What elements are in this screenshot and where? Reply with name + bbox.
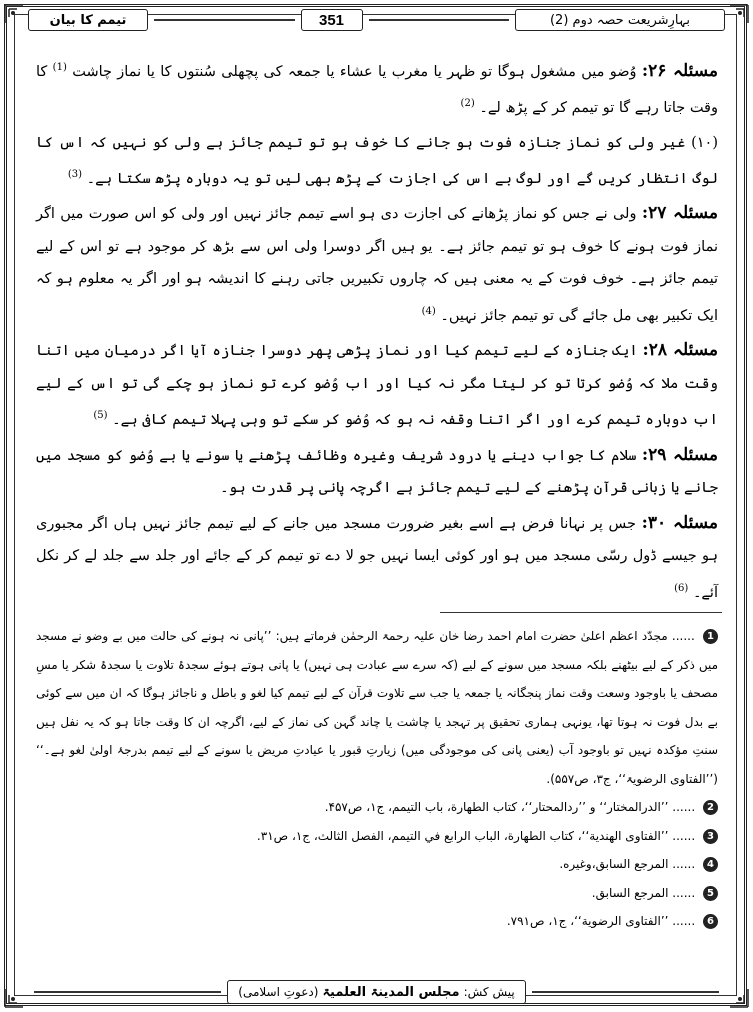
corner-ornament-icon bbox=[3, 987, 25, 1009]
masala-text: ولی نے جس کو نماز پڑھانے کی اجازت دی ہو اسے تیمم جائز نہیں اور ولی کو اس صورت میں اگر نماز فوت ہونے کا خوف ہو تو تیمم جائز ہے۔ یو ہیں اگر دوسرا ولی اس سے بڑھ کر موجود ہے تو اس کے لیے تیمم جائز ہے۔ خوف فوت کے یہ معنی ہیں کہ چاروں تکبیریں جاتی رہنے کا اندیشہ ہو اور اگر یہ معلوم ہو کہ ایک تکبیر بھی مل جائے گی تو تیمم جائز نہیں۔ bbox=[36, 206, 718, 324]
footnote-number: 4 bbox=[703, 857, 718, 872]
masala-text: کا وقت جاتا رہے گا تو تیمم کر کے پڑھ لے۔ bbox=[36, 63, 718, 117]
book-title: بہارِشریعت حصہ دوم (2) bbox=[515, 9, 725, 31]
masala-text: وُضو میں مشغول ہوگا تو ظہر یا مغرب یا عشاء یا جمعہ کی پچھلی سُنتوں کا یا نماز چاشت bbox=[72, 63, 637, 80]
footnote-text: ...... ’’الدرالمختار‘‘ و ’’ردالمحتار‘‘، کتاب الطهارة، باب التيمم، ج۱، ص۴۵۷. bbox=[324, 800, 696, 814]
main-text bbox=[36, 52, 718, 611]
masala-26 bbox=[36, 52, 718, 125]
footnote-item bbox=[36, 822, 718, 851]
footnote-text: ...... ’’الفتاوى الهندية‘‘، كتاب الطهارة، الباب الرابع في التيمم، الفصل الثالث، ج۱، ص۳۱. bbox=[256, 828, 696, 843]
masala-27 bbox=[36, 197, 718, 332]
paragraph-10 bbox=[36, 127, 718, 196]
page-number: 351 bbox=[301, 9, 363, 31]
footnote-item bbox=[36, 793, 718, 822]
footnote-text: ...... ’’الفتاوى الرضوية‘‘، ج۱، ص۷۹۱. bbox=[506, 914, 696, 928]
footnote-ref[interactable]: (3) bbox=[67, 169, 83, 181]
paragraph-label: (۱۰) bbox=[691, 134, 719, 151]
footnote-ref[interactable]: (5) bbox=[93, 410, 108, 422]
footnote-text: ...... المرجع السابق. bbox=[591, 885, 696, 900]
masala-30 bbox=[36, 507, 718, 609]
publisher-name: مجلس المدینۃ العلمیۃ bbox=[322, 984, 460, 1000]
footnote-ref[interactable]: (1) bbox=[52, 62, 67, 73]
masala-text: جس پر نہانا فرض ہے اسے بغیر ضرورت مسجد میں جانے کے لیے تیمم جائز نہیں ہاں اگر مجبوری ہو جیسے ڈول رسّی مسجد میں ہو اور کوئی ایسا نہیں جو لا دے تو تیمم کر کے جائے اور جلد سے جلد لے کر نکل آئے۔ bbox=[36, 515, 718, 601]
masala-label: مسئلہ ۲۷: bbox=[641, 203, 719, 224]
footnote-text: ...... المرجع السابق،وغيره. bbox=[559, 857, 696, 871]
footnote-number: 3 bbox=[703, 829, 718, 844]
chapter-title: تیمم کا بیان bbox=[28, 9, 148, 31]
masala-28 bbox=[36, 334, 718, 436]
corner-ornament-icon bbox=[3, 3, 25, 25]
footnote-ref[interactable]: (4) bbox=[421, 305, 436, 317]
footnotes bbox=[36, 622, 718, 936]
footnote-item bbox=[36, 879, 718, 908]
footer-rule bbox=[532, 991, 719, 993]
page-header bbox=[28, 6, 725, 34]
footnote-ref[interactable]: (2) bbox=[460, 98, 475, 110]
masala-label: مسئلہ ۲۸: bbox=[642, 340, 718, 361]
masala-label: مسئلہ ۲۶: bbox=[641, 60, 719, 81]
footer-rule bbox=[34, 991, 221, 993]
corner-ornament-icon bbox=[728, 987, 750, 1009]
footnote-number: 5 bbox=[703, 886, 718, 901]
masala-text: سلام کا جواب دینے یا درود شریف وغیرہ وظائف پڑھنے یا سونے یا بے وُضو کو مسجد میں جانے یا زبانی قرآن پڑھنے کے لیے تیمم جائز ہے اگرچہ پانی پر قدرت ہو۔ bbox=[36, 447, 718, 497]
footnote-number: 1 bbox=[703, 629, 718, 644]
header-rule bbox=[154, 19, 295, 21]
masala-text: ایک جنازہ کے لیے تیمم کیا اور نماز پڑھی پھر دوسرا جنازہ آیا اگر درمیان میں اتنا وقت ملا کہ وُضو کرتا تو کر لیتا مگر نہ کیا اور اب وُضو کرے تو نماز ہو چکے گی تو اس کے لیے اب دوبارہ تیمم کرے اور اگر اتنا وقفہ نہ ہو کہ وُضو کر سکے تو وہی پہلا تیمم کافی ہے۔ bbox=[36, 343, 718, 429]
footnote-item bbox=[36, 850, 718, 879]
footnote-text: ...... مجدّد اعظم اعلیٰ حضرت امام احمد رضا خان علیہ رحمۃ الرحمٰن فرماتے ہیں: ’’پانی نہ ہونے کی حالت میں بے وضو نے مسجد میں ذکر کے لیے بیٹھنے بلکہ مسجد میں سونے کے لیے (کہ سرے سے عبادت ہی نہیں) یا پانی ہوتے ہوئے سجدۂ تلاوت یا سجدۂ شکر یا مسِ مصحف یا باوجود وسعت وقت نماز پنجگانہ یا جمعہ یا جب سے تلاوت قرآن کے لیے تیمم کیا لغو و باطل و ناجائز ہوگا کہ ان میں سے کوئی بے بدل فوت نہ ہوتا تھا، یونہی ہماری تحقیق پر تہجد یا چاشت یا چاند گہن کی نماز کے لیے، اگرچہ ان کا وقت جاتا ہو کہ یہ نفل ہیں سنتِ مؤکدہ نہیں تو باوجود آب (یعنی پانی کی موجودگی میں) زیارتِ قبور یا عیادتِ مریض یا سونے کے لیے تیمم بدرجۂ اولیٰ لغو ہے۔‘‘ (’’الفتاوی الرضویۃ‘‘، ج۳، ص۵۵۷). bbox=[36, 629, 718, 786]
publisher-box bbox=[227, 980, 525, 1004]
footnote-number: 6 bbox=[703, 914, 718, 929]
footnote-number: 2 bbox=[703, 800, 718, 815]
publisher-suffix: (دعوتِ اسلامی) bbox=[238, 985, 319, 999]
paragraph-text: غیر ولی کو نماز جنازہ فوت ہو جانے کا خوف ہو تو تیمم جائز ہے ولی کو نہیں کہ اس کا لوگ انتظار کریں گے اور لوگ بے اس کی اجازت کے پڑھ بھی لیں تو یہ دوبارہ پڑھ سکتا ہے۔ bbox=[36, 134, 718, 187]
masala-29 bbox=[36, 439, 718, 505]
header-rule bbox=[369, 19, 510, 21]
footer-prefix: پیش کش: bbox=[463, 985, 515, 999]
page-footer bbox=[28, 980, 725, 1004]
masala-label: مسئلہ ۳۰: bbox=[641, 512, 718, 533]
footnote-item bbox=[36, 622, 718, 793]
masala-label: مسئلہ ۲۹: bbox=[641, 444, 718, 465]
footnote-item bbox=[36, 907, 718, 936]
corner-ornament-icon bbox=[728, 3, 750, 25]
footnote-ref[interactable]: (6) bbox=[674, 582, 689, 594]
footnote-divider bbox=[440, 612, 722, 613]
